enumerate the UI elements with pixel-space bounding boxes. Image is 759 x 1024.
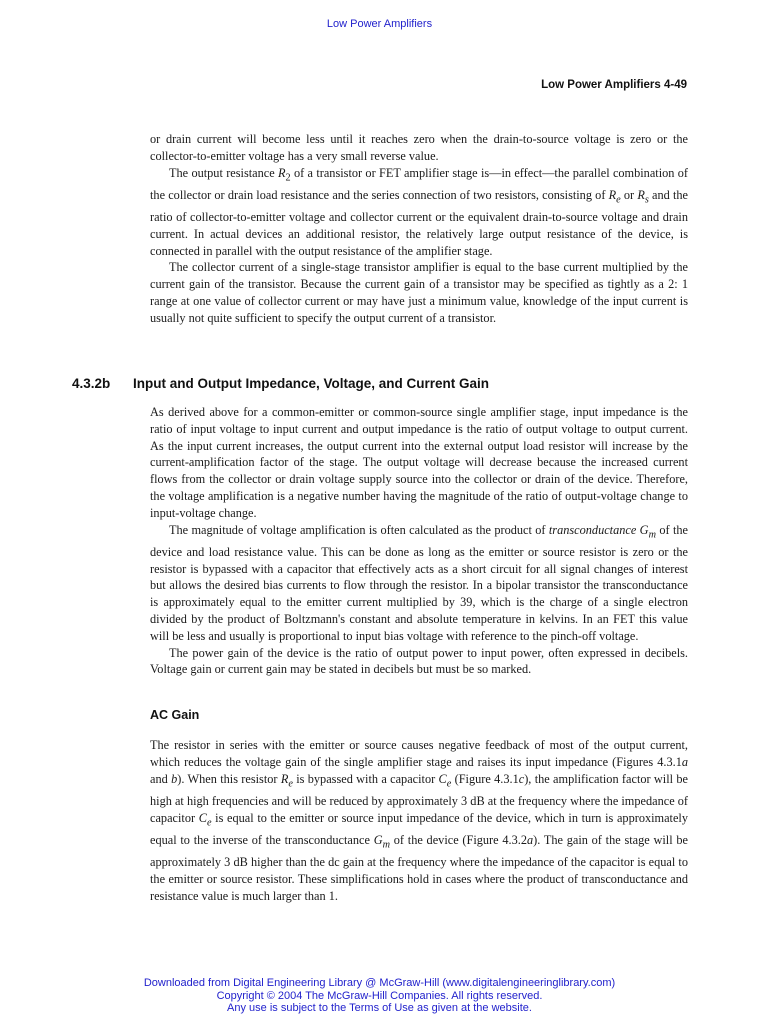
paragraph: The resistor in series with the emitter or source causes negative feedback of most of the output current, which reduces the voltage gain of the single amplifier stage and raises its input impedance (Figures 4.3.1a and b). When this resistor $R_e$ is bypassed with a capacitor $C_e$ (Figure 4.3.1c), the amplification factor will be high at high frequencies and will be reduced by approximately 3 dB at the frequency where the impedance of capacitor $C_e$ is equal to the emitter or source input impedance of the device, which in turn is approximately equal to the inverse of the transconductance $G_m$ of the device (Figure 4.3.2a). The gain of the stage will be approximately 3 dB higher than the dc gain at the frequency where the impedance of the capacitor is equal to the emitter or source resistor. These simplifications hold in cases where the product of transconductance and resistance value is much larger than 1. [150,738,688,903]
paragraph: As derived above for a common-emitter or common-source single amplifier stage, input impedance is the ratio of input voltage to input current and output impedance is the ratio of output voltage to output current. As the input current increases, the output current into the external output load resistor will increase by the current-amplification factor of the stage. The output voltage will decrease because the increased current flows from the collector or drain voltage supply source into the collector or drain of the device. Therefore, the voltage amplification is a negative number having the magnitude of the ratio of output-voltage change to input-voltage change. [150,405,688,520]
paragraph: The collector current of a single-stage transistor amplifier is equal to the base current multiplied by the current gain of the transistor. Because the current gain of a transistor may be specified as tightly as a 2: 1 range at one value of collector current or may have just a minimum value, knowledge of the input current is usually not quite sufficient to specify the output current of a transistor. [150,260,688,325]
footer-copyright[interactable]: Copyright © 2004 The McGraw-Hill Companies. All rights reserved. [216,989,543,1002]
footer-download-link[interactable]: Downloaded from Digital Engineering Library @ McGraw-Hill (www.digitalengineeringlibrary.com) [143,977,616,989]
body-block-3 [150,737,688,905]
footer-terms[interactable]: Any use is subject to the Terms of Use as given at the website. [227,1002,532,1014]
body-block-2 [150,404,688,678]
header-top-link[interactable]: Low Power Amplifiers [326,18,433,30]
subsection-title: AC Gain [150,708,200,722]
section-number: 4.3.2b [72,376,111,391]
paragraph: The output resistance $R_2$ of a transistor or FET amplifier stage is—in effect—the parallel combination of the collector or drain load resistance and the series connection of two resistors, consisting of $R_e$ or $R_s$ and the ratio of collector-to-emitter voltage and collector current or the equivalent drain-to-source voltage and drain current. In actual devices an additional resistor, the relatively large output resistance of the device, is connected in parallel with the output resistance of the amplifier stage. [150,165,688,258]
paragraph: or drain current will become less until it reaches zero when the drain-to-source voltage is zero or the collector-to-emitter voltage has a very small reverse value. [150,132,688,163]
section-title: Input and Output Impedance, Voltage, and Current Gain [133,376,490,391]
running-head: Low Power Amplifiers 4-49 [541,79,687,91]
body-block-1 [150,131,688,327]
footer [0,977,759,1015]
paragraph: The magnitude of voltage amplification is often calculated as the product of transconductance $G_m$ of the device and load resistance value. This can be done as long as the emitter or source resistor is zero or the resistor is bypassed with a capacitor that effectively acts as a short circuit for all signal changes of interest but allows the desired bias currents to flow through the resistor. In a bipolar transistor the transconductance is approximately equal to the emitter current multiplied by 39, which is the charge of a single electron divided by the product of Boltzmann's constant and absolute temperature in kelvins. In an FET this value will be less and usually is proportional to input bias voltage with reference to the pinch-off voltage. [150,522,688,643]
paragraph: The power gain of the device is the ratio of output power to input power, often expressed in decibels. Voltage gain or current gain may be stated in decibels but must be so marked. [150,645,688,677]
